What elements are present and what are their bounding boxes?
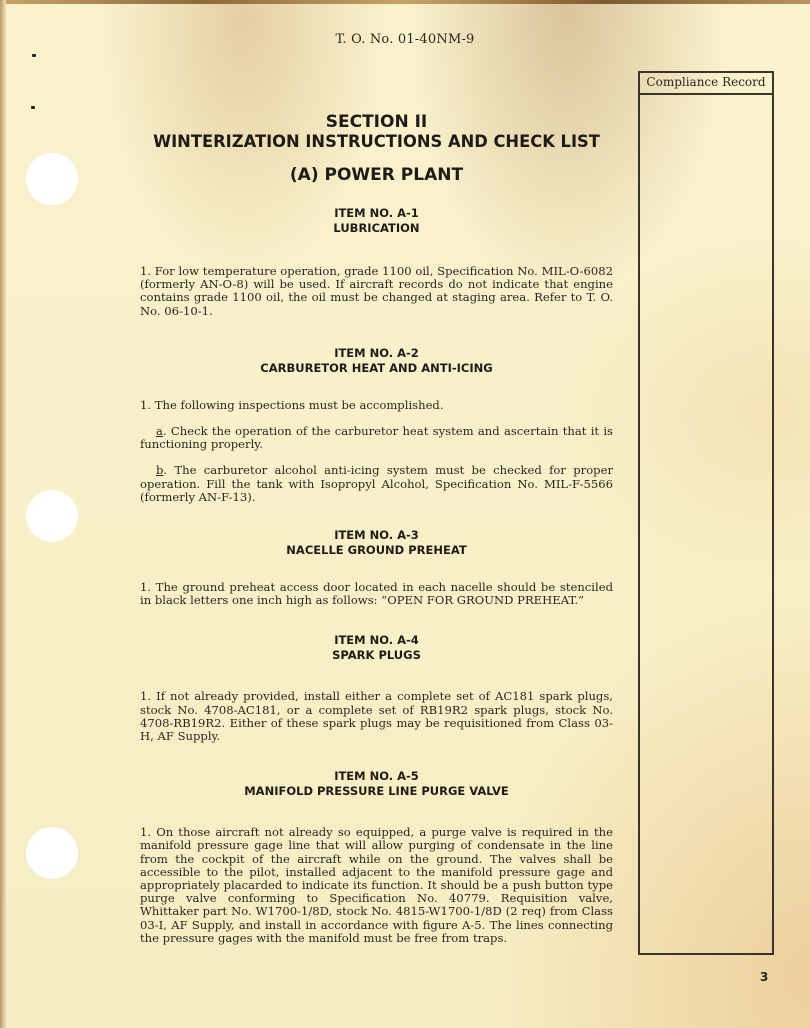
item-title: LUBRICATION [333,221,420,235]
punch-hole [26,827,78,879]
item-paragraph: 1. For low temperature operation, grade 1100 oil, Specification No. MIL-O-6082 (formerly AN-O-8) will be used. If aircraft records do not indicate that engine contains grade 1100 oil, the oil must be changed at staging area. Refer to T. O. No. 06-10-1. [140,264,613,318]
technical-order-number: T. O. No. 01-40NM-9 [335,32,475,47]
item-number: ITEM NO. A-1 [334,206,419,220]
item-number: ITEM NO. A-5 [334,769,419,784]
document-body [140,112,613,945]
compliance-record-label: Compliance Record [640,73,772,95]
item-a2 [140,346,613,504]
section-number: SECTION II [325,112,428,132]
punch-hole [26,490,78,542]
binder-mark [31,106,35,109]
item-number: ITEM NO. A-2 [334,345,419,360]
sub-text: . Check the operation of the carburetor heat system and ascertain that it is functioning properly. [140,424,613,452]
page-left-edge [0,0,6,1028]
item-paragraph: 1. The following inspections must be accomplished. [140,397,444,412]
punch-hole [26,153,78,205]
sub-paragraph-a [140,425,613,451]
sub-label: a [156,424,163,439]
item-number: ITEM NO. A-3 [334,528,419,543]
page-top-edge [0,0,810,4]
item-a4 [140,633,613,743]
page-number: 3 [760,970,769,984]
compliance-record-box [638,71,774,955]
section-title: WINTERIZATION INSTRUCTIONS AND CHECK LIST [153,132,600,152]
item-paragraph: 1. On those aircraft not already so equipped, a purge valve is required in the manifold pressure gage line that will allow purging of condensate in the line from the cockpit of the aircraft while on the ground. The valves shall be accessible to the pilot, installed adjacent to the manifold pressure gage and appropriately placarded to indicate its function. It should be a push button type purge valve conforming to Specification No. 40779. Requisition valve, Whittaker part No. W1700-1/8D, stock No. 4815-W1700-1/8D (2 req) from Class 03-I, AF Supply, and install in accordance with figure A-5. The lines connecting the pressure gages with the manifold must be free from traps. [140,825,613,945]
item-a5 [140,769,613,945]
item-a1 [140,206,613,318]
item-number: ITEM NO. A-4 [334,633,419,648]
item-title: MANIFOLD PRESSURE LINE PURGE VALVE [244,784,509,799]
binder-mark [32,54,36,57]
sub-paragraph-b [140,464,613,504]
sub-text: . The carburetor alcohol anti-icing system must be checked for proper operation. Fill the tank with Isopropyl Alcohol, Specification No. MIL-F-5566 (formerly AN-F-13). [140,463,613,504]
item-title: NACELLE GROUND PREHEAT [286,543,467,558]
item-paragraph: 1. If not already provided, install either a complete set of AC181 spark plugs, stock No. 4708-AC181, or a complete set of RB19R2 spark plugs, stock No. 4708-RB19R2. Either of these spark plugs may be requisitioned from Class 03-H, AF Supply. [140,689,613,744]
item-title: SPARK PLUGS [332,648,421,663]
item-paragraph: 1. The ground preheat access door located in each nacelle should be stenciled in black letters one inch high as follows: “OPEN FOR GROUND PREHEAT.” [140,580,613,608]
sub-label: b [156,463,164,478]
item-a3 [140,528,613,607]
item-title: CARBURETOR HEAT AND ANTI-ICING [260,360,493,375]
subsection-title: (A) POWER PLANT [289,165,464,185]
